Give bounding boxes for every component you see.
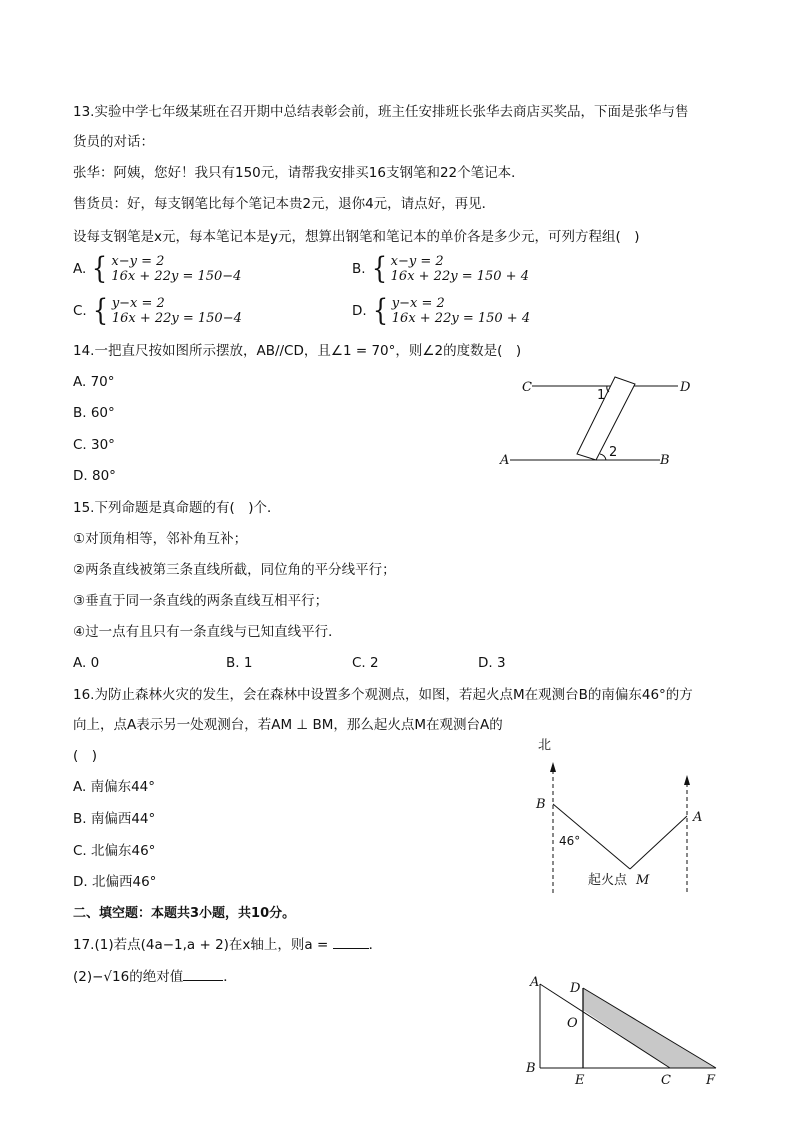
label-e: E xyxy=(575,1073,585,1088)
label-m: M xyxy=(636,873,650,888)
q17-part2 xyxy=(73,968,237,986)
label-c: C xyxy=(522,380,532,395)
q16-line2: 向上，点A表示另一处观测台，若AM ⊥ BM，那么起火点M在观测台A的 xyxy=(73,717,503,733)
equation: 16x + 22y = 150 + 4 xyxy=(391,311,531,326)
equation: x−y = 2 xyxy=(390,254,444,269)
equation: 16x + 22y = 150−4 xyxy=(111,269,242,284)
label-fire: 起火点 xyxy=(588,873,628,888)
q14-option-b: B. 60° xyxy=(73,405,115,421)
q16-line1: 16.为防止森林火灾的发生，会在森林中设置多个观测点，如图，若起火点M在观测台B的南偏东46°的方 xyxy=(73,687,693,703)
q15-item-2: ②两条直线被第三条直线所截，同位角的平分线平行； xyxy=(73,562,396,578)
segment-am xyxy=(630,816,687,869)
q15-option-c: C. 2 xyxy=(352,655,379,671)
q16-line3: ( ) xyxy=(73,748,98,764)
q15-option-d: D. 3 xyxy=(478,655,506,671)
label-angle-2: 2 xyxy=(609,445,618,460)
label-b: B xyxy=(536,797,546,812)
q14-option-d: D. 80° xyxy=(73,468,116,484)
label-a: A xyxy=(530,975,540,990)
equation: x−y = 2 xyxy=(111,254,165,269)
segment-ac xyxy=(540,984,670,1068)
arrow-up-icon xyxy=(550,762,556,772)
q17-part2-end: ． xyxy=(223,969,237,985)
q17-part1-text: 17.(1)若点(4a−1,a + 2)在x轴上，则a = xyxy=(73,937,333,953)
label-angle-1: 1 xyxy=(597,388,606,403)
section-title: 二、填空题：本题共3小题，共10分。 xyxy=(73,906,296,921)
equation: 16x + 22y = 150 + 4 xyxy=(390,269,529,284)
option-label: D. xyxy=(352,303,367,319)
label-b: B xyxy=(526,1061,536,1076)
q14-option-a: A. 70° xyxy=(73,374,115,390)
q16-option-b: B. 南偏西44° xyxy=(73,811,156,827)
q13-line3: 张华：阿姨，您好！我只有150元，请帮我安排买16支钢笔和22个笔记本． xyxy=(73,165,525,181)
label-a: A xyxy=(500,453,510,468)
answer-blank[interactable] xyxy=(183,968,223,981)
brace-icon: { xyxy=(92,293,108,328)
label-d: D xyxy=(680,380,691,395)
q13-line5: 设每支钢笔是x元，每本笔记本是y元，想算出钢笔和笔记本的单价各是多少元，可列方程组( ) xyxy=(73,229,640,245)
q13-option-a xyxy=(73,251,242,286)
label-north: 北 xyxy=(538,738,552,753)
q13-line1: 13.实验中学七年级某班在召开期中总结表彰会前，班主任安排班长张华去商店买奖品，下面是张华与售 xyxy=(73,104,689,120)
label-angle: 46° xyxy=(559,834,581,848)
label-c: C xyxy=(661,1073,671,1088)
option-label: A. xyxy=(73,261,87,277)
segment-df xyxy=(583,988,716,1068)
equation: y−x = 2 xyxy=(391,296,445,311)
q13-option-b xyxy=(352,251,529,286)
option-label: B. xyxy=(352,261,366,277)
equation: y−x = 2 xyxy=(111,296,165,311)
brace-icon: { xyxy=(371,251,387,286)
label-o: O xyxy=(567,1016,578,1031)
label-d: D xyxy=(570,981,581,996)
q13-line2: 货员的对话： xyxy=(73,134,154,150)
equation: 16x + 22y = 150−4 xyxy=(111,311,242,326)
ruler-shape xyxy=(577,377,635,460)
q15-item-4: ④过一点有且只有一条直线与已知直线平行． xyxy=(73,624,342,640)
q16-option-d: D. 北偏西46° xyxy=(73,874,157,890)
q14-figure xyxy=(490,370,710,475)
q15-item-1: ①对顶角相等，邻补角互补； xyxy=(73,531,248,547)
option-label: C. xyxy=(73,303,87,319)
q17-part2-text: (2)−√16的绝对值 xyxy=(73,969,184,985)
q17-part1-end: ． xyxy=(368,937,383,953)
q15-item-3: ③垂直于同一条直线的两条直线互相平行； xyxy=(73,593,329,609)
label-b: B xyxy=(660,453,670,468)
q13-option-c xyxy=(73,293,242,328)
q16-option-a: A. 南偏东44° xyxy=(73,779,156,795)
q16-figure xyxy=(520,735,720,900)
arrow-up-icon xyxy=(684,775,690,785)
q15-option-a: A. 0 xyxy=(73,655,100,671)
q15-option-b: B. 1 xyxy=(226,655,253,671)
brace-icon: { xyxy=(372,293,388,328)
bottom-figure xyxy=(520,972,730,1092)
q15-stem: 15.下列命题是真命题的有( )个． xyxy=(73,500,281,516)
label-a: A xyxy=(693,810,703,825)
q16-option-c: C. 北偏东46° xyxy=(73,843,156,859)
q17-part1 xyxy=(73,936,382,954)
answer-blank[interactable] xyxy=(333,936,369,949)
label-f: F xyxy=(706,1073,716,1088)
brace-icon: { xyxy=(92,251,108,286)
q14-option-c: C. 30° xyxy=(73,437,115,453)
q14-stem: 14.一把直尺按如图所示摆放，AB//CD，且∠1 = 70°，则∠2的度数是( ) xyxy=(73,343,522,359)
q13-option-d xyxy=(352,293,531,328)
angle-arc-2 xyxy=(600,454,606,460)
q13-line4: 售货员：好，每支钢笔比每个笔记本贵2元，退你4元，请点好，再见． xyxy=(73,196,496,212)
